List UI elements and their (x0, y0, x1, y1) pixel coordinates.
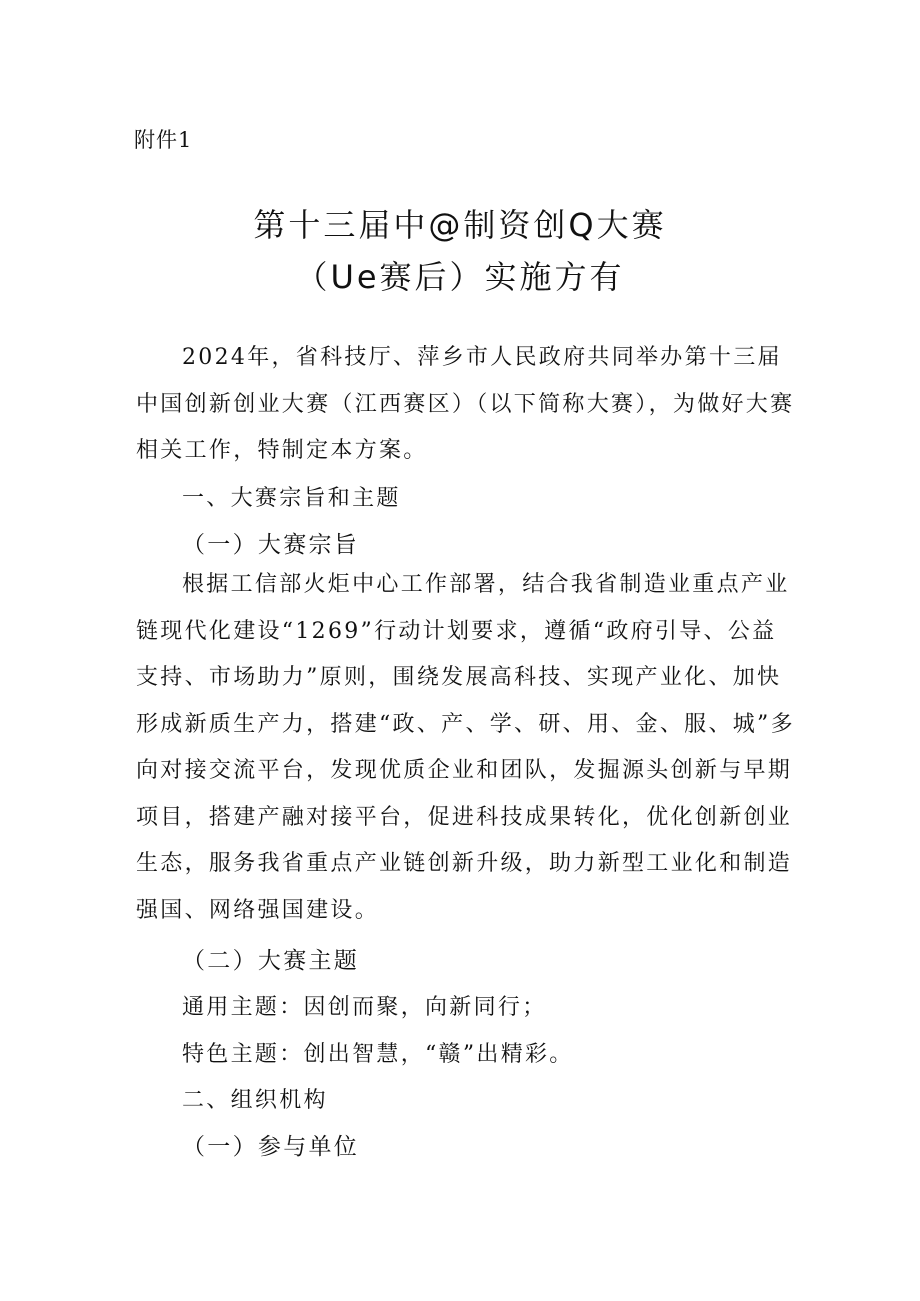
section-1-sub-1-heading: （一）大赛宗旨 (182, 532, 360, 558)
intro-paragraph (136, 335, 796, 475)
purpose-paragraph (136, 562, 796, 934)
purpose-text: 根据工信部火炬中心工作部署，结合我省制造业重点产业链现代化建设“1269”行动计划要求，遵循“政府引导、公益支持、市场助力”原则，围绕发展高科技、实现产业化、加快形成新质生产力，搭建“政、产、学、研、用、金、服、城”多向对接交流平台，发现优质企业和团队，发掘源头创新与早期项目，搭建产融对接平台，促进科技成果转化，优化创新创业生态，服务我省重点产业链创新升级，助力新型工业化和制造强国、网络强国建设。 (136, 572, 795, 923)
intro-text: 2024年，省科技厅、萍乡市人民政府共同举办第十三届中国创新创业大赛（江西赛区）（以下简称大赛），为做好大赛相关工作，特制定本方案。 (136, 345, 795, 463)
special-theme: 特色主题：创出智慧，“赣”出精彩。 (182, 1042, 574, 1067)
document-title-line-1: 第十三届中@制资创Q大赛 (253, 206, 667, 244)
section-1-heading: 一、大赛宗旨和主题 (182, 486, 401, 511)
general-theme: 通用主题：因创而聚，向新同行； (182, 995, 547, 1020)
section-2-heading: 二、组织机构 (182, 1088, 328, 1113)
section-2-sub-1-heading: （一）参与单位 (182, 1134, 360, 1160)
document-title-line-2: （Ue赛后）实施方有 (295, 258, 625, 296)
attachment-label: 附件1 (134, 128, 193, 152)
section-1-sub-2-heading: （二）大赛主题 (182, 948, 360, 974)
